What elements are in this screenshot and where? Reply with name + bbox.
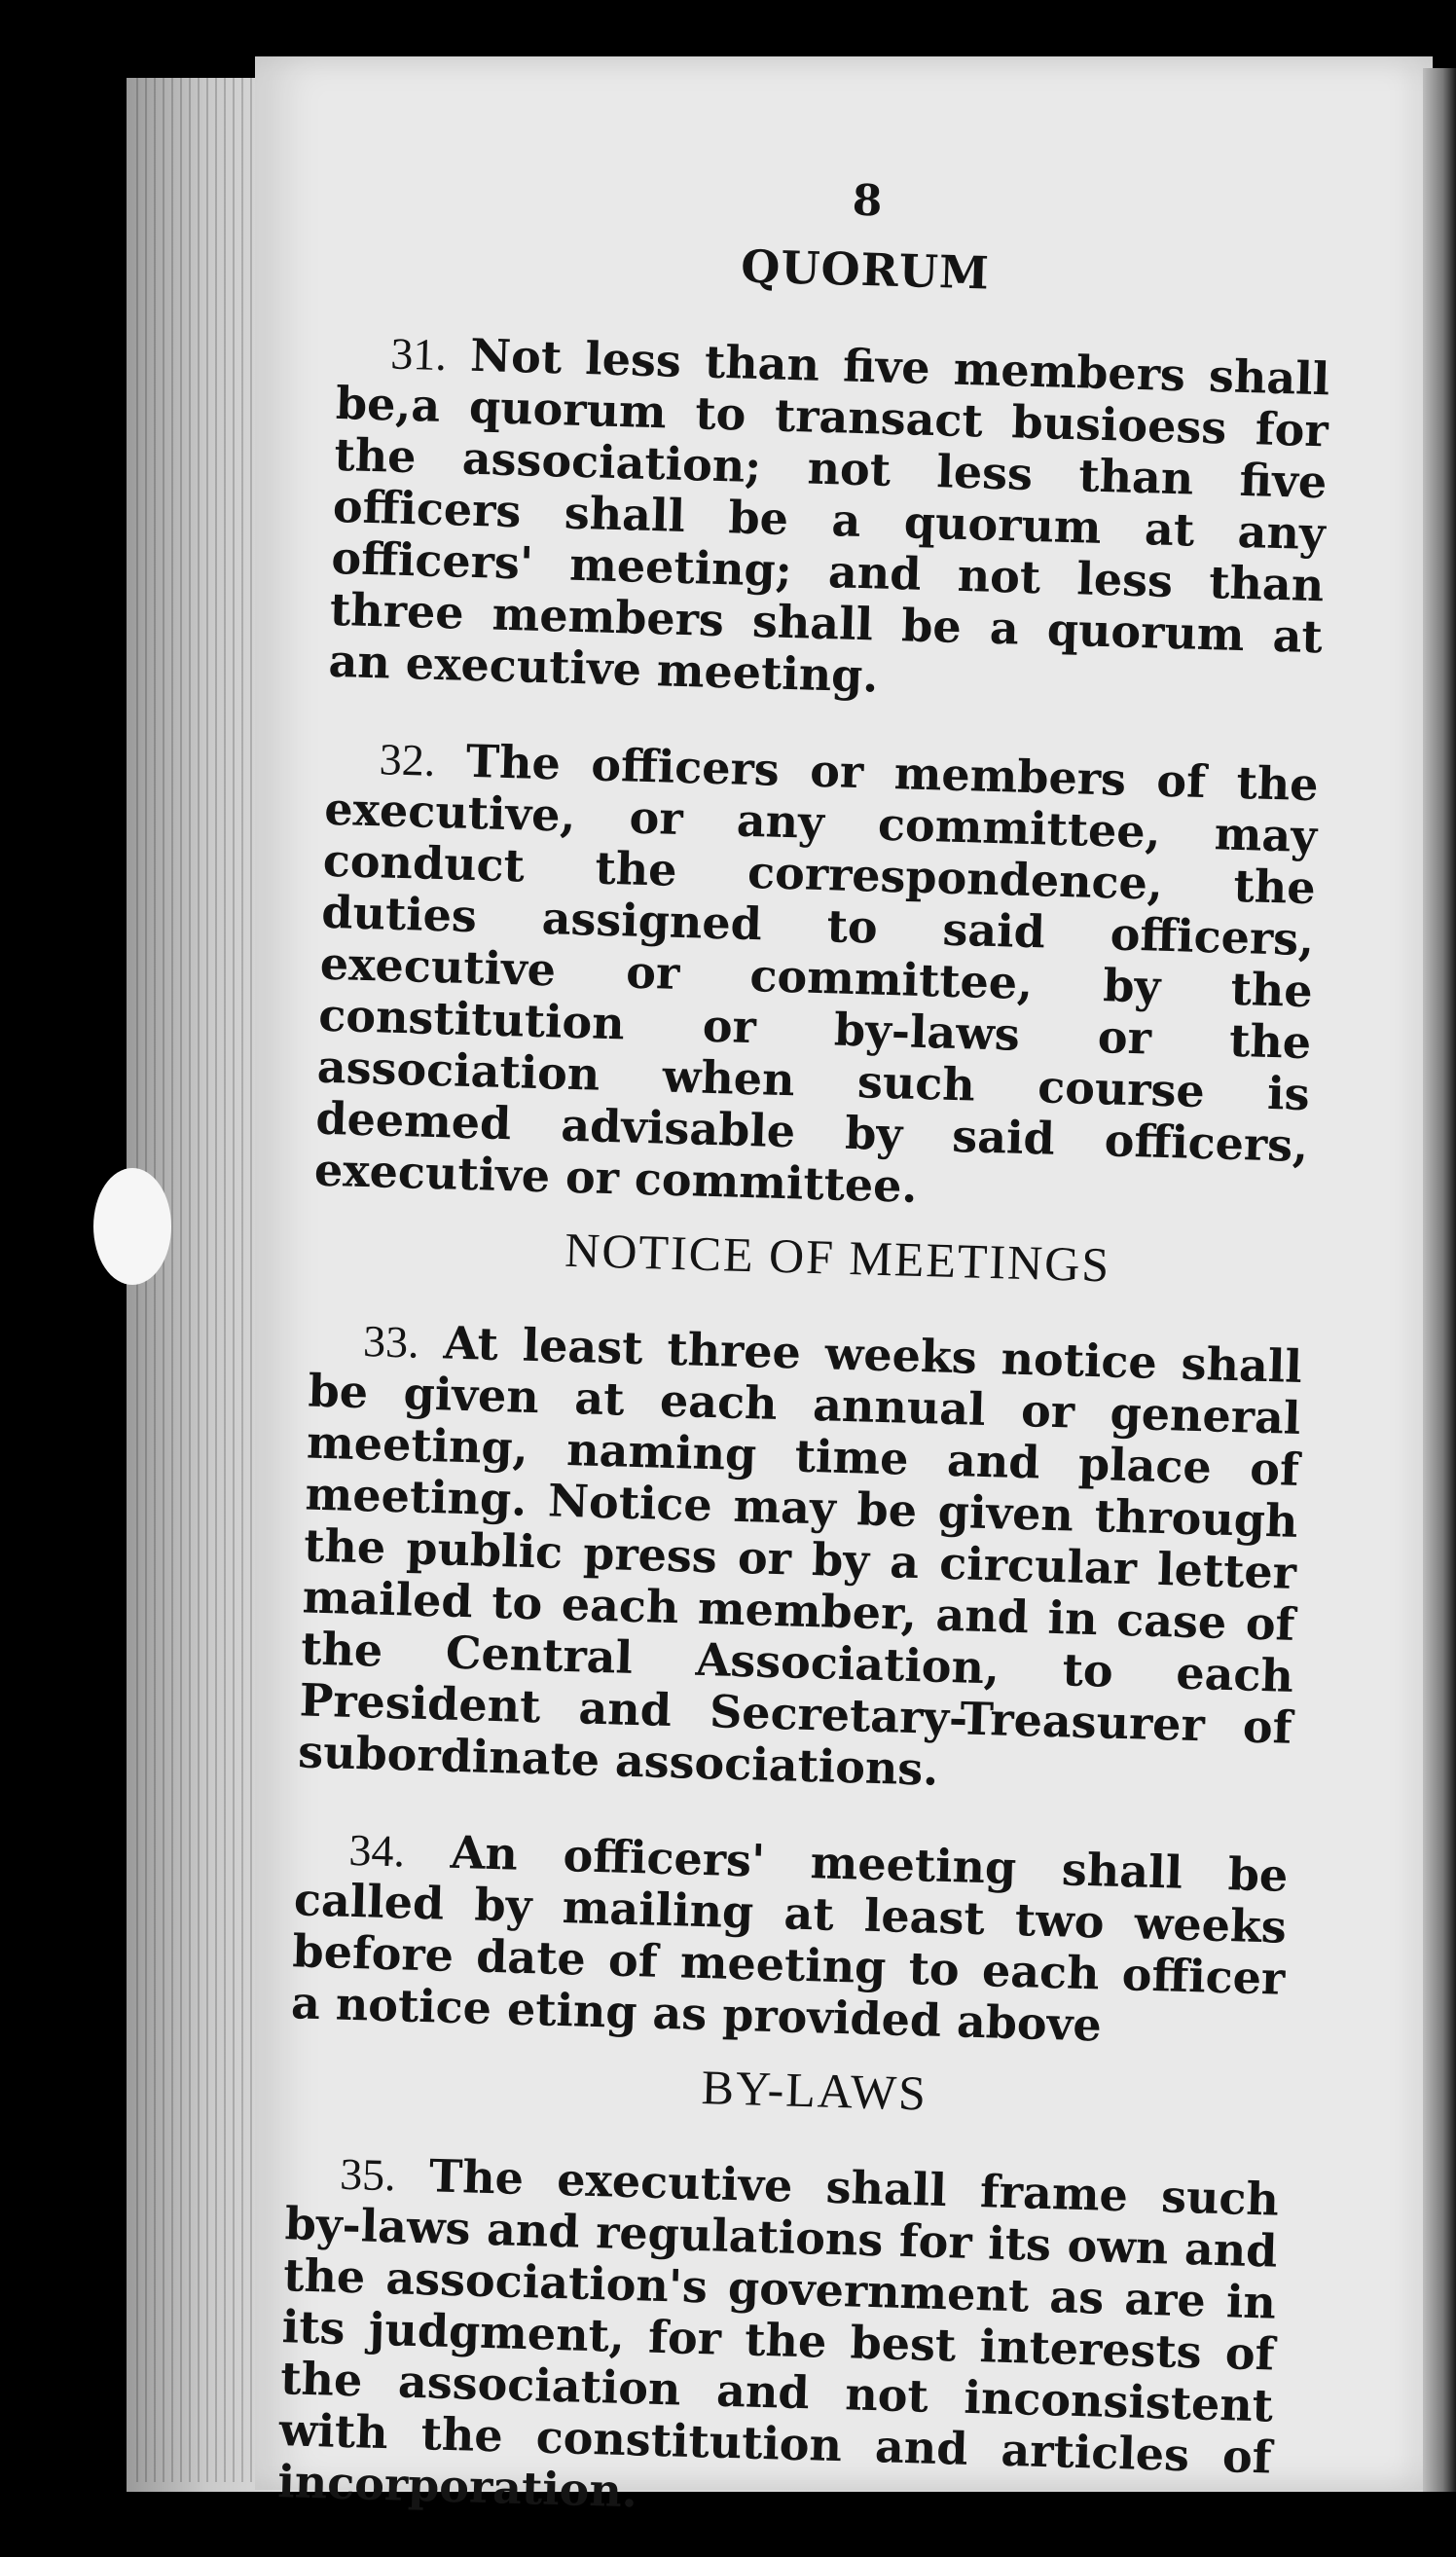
article-number: 32. <box>379 734 437 785</box>
section-heading-by-laws: BY-LAWS <box>700 2060 928 2121</box>
article-number: 33. <box>362 1316 420 1368</box>
punch-hole <box>93 1168 171 1285</box>
article-number: 34. <box>347 1824 406 1877</box>
article-text: An officers' meeting shall be called by mailing at least two weeks before date of meeting to each officer a notice eting as provided above <box>290 1825 1289 2052</box>
page-right-edge <box>1423 68 1456 2492</box>
article-32 <box>313 732 1319 1224</box>
article-34 <box>290 1822 1289 2056</box>
article-text: The executive shall frame such by-laws and regulations for its own and the association's government as are in its judgment, for the best interests of the association and not inconsistent with the constitution and articles of incorporation. <box>276 2149 1280 2518</box>
article-31 <box>328 326 1330 714</box>
page-text <box>276 161 1335 2557</box>
section-heading-notice-of-meetings: NOTICE OF MEETINGS <box>564 1222 1111 1293</box>
article-text: Not less than five members shall be,a quorum to transact busioess for the association; not less than five officers shall be a quorum at any officers' meeting; and not less than three members shall be a quorum at an executive meeting. <box>327 328 1330 703</box>
article-33 <box>298 1314 1303 1806</box>
section-heading-quorum: QUORUM <box>740 239 991 300</box>
article-35 <box>277 2146 1280 2535</box>
article-text: The officers or members of the executive, or any committee, may conduct the correspondence, the duties assigned to said officers, executive or committee, by the constitution or by-laws or the association when such course is deemed advisable by said officers, executive or committee. <box>313 734 1320 1213</box>
article-number: 35. <box>339 2148 397 2201</box>
article-text: At least three weeks notice shall be given at each annual or general meeting, naming time and place of meeting. Notice may be given through the public press or by a circular letter mailed to each member, and in case of the Central Association, to each President and Secretary-Treasurer of subordinate associations. <box>297 1316 1303 1796</box>
article-number: 31. <box>389 328 448 381</box>
page-number: 8 <box>852 175 884 227</box>
binding-edge <box>136 78 253 2482</box>
